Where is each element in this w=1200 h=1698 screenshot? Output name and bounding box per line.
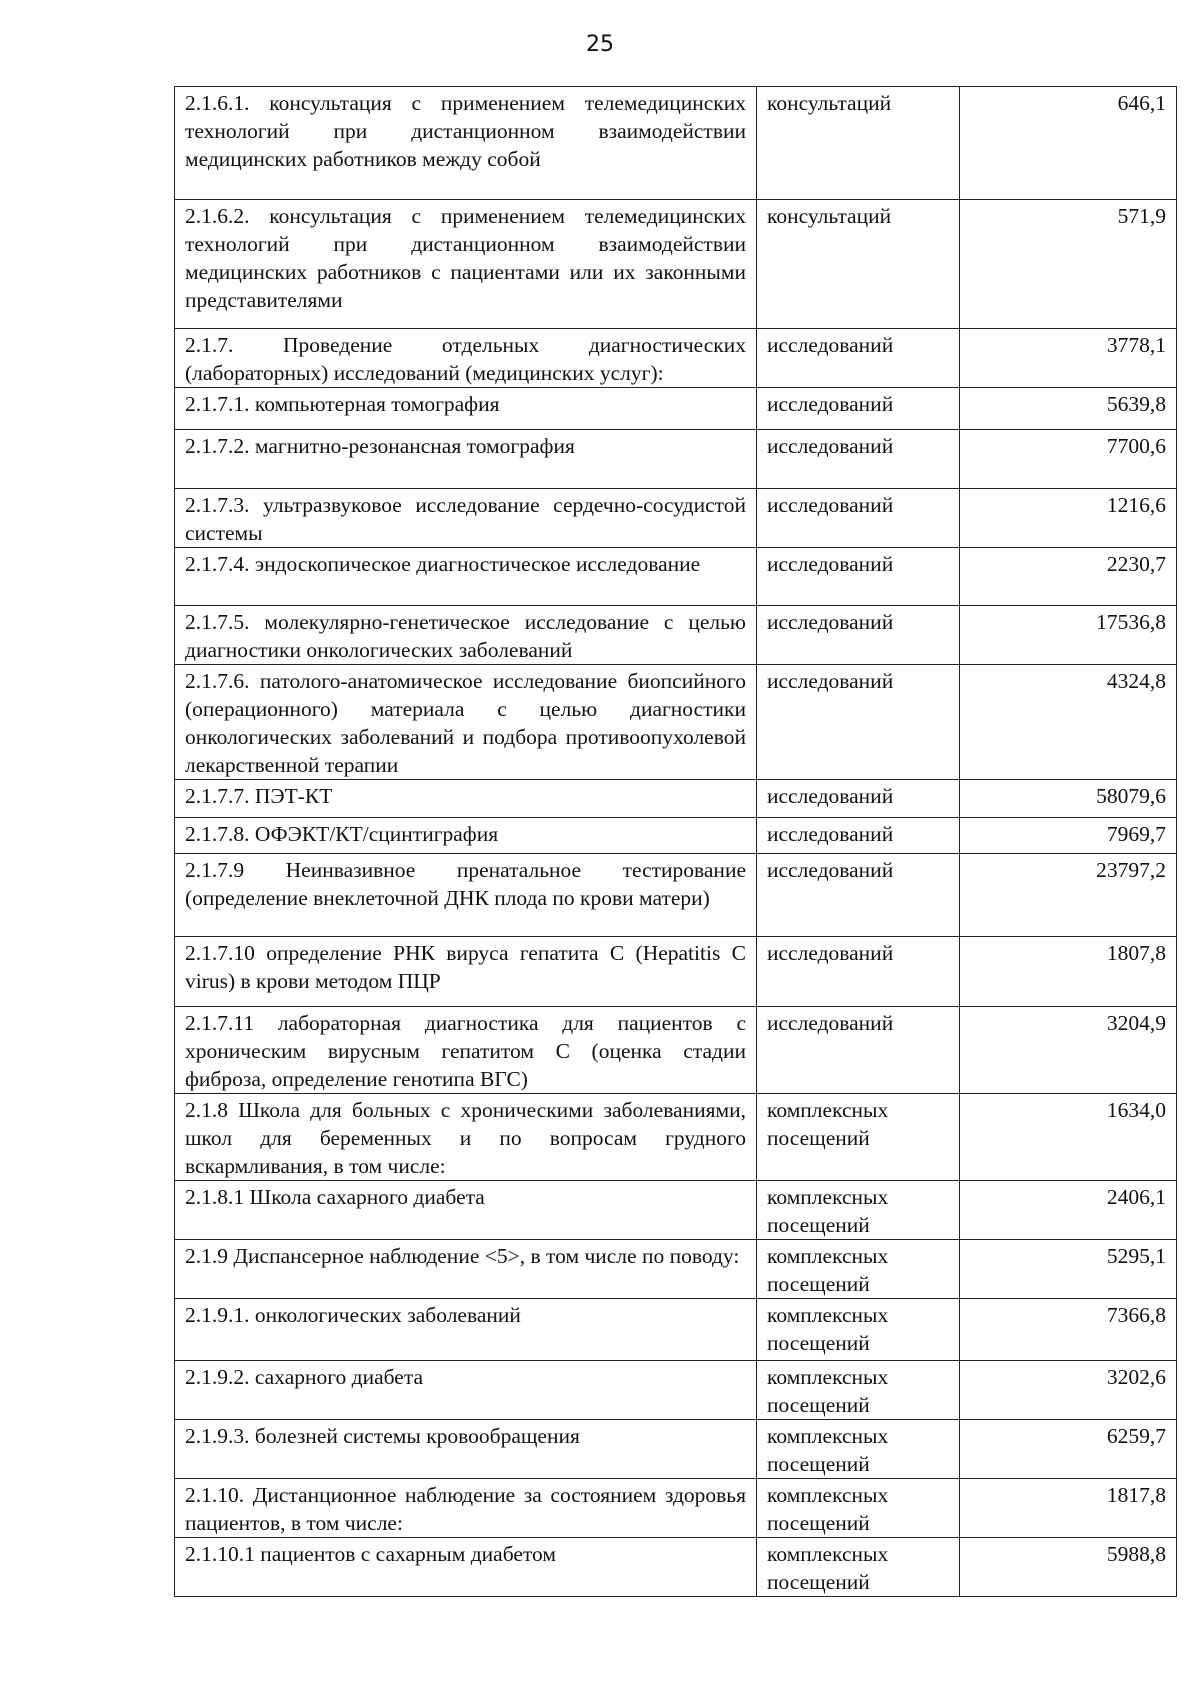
row-unit: исследований: [757, 606, 960, 665]
row-description: 2.1.10.1 пациентов с сахарным диабетом: [175, 1538, 757, 1597]
table-row: [175, 780, 1177, 818]
row-description: 2.1.7.11 лабораторная диагностика для пациентов с хроническим вирусным гепатитом С (оценка стадии фиброза, определение генотипа ВГС): [175, 1007, 757, 1094]
row-value: 3778,1: [960, 329, 1177, 388]
table-row: [175, 489, 1177, 548]
table-row: [175, 200, 1177, 329]
row-value: 5988,8: [960, 1538, 1177, 1597]
table-row: [175, 388, 1177, 430]
row-unit: исследований: [757, 329, 960, 388]
row-unit: комплексных посещений: [757, 1420, 960, 1479]
table-row: [175, 430, 1177, 489]
row-value: 5639,8: [960, 388, 1177, 430]
row-unit: исследований: [757, 1007, 960, 1094]
row-description: 2.1.8 Школа для больных с хроническими заболеваниями, школ для беременных и по вопросам грудного вскармливания, в том числе:: [175, 1094, 757, 1181]
row-description: 2.1.7.10 определение РНК вируса гепатита С (Hepatitis C virus) в крови методом ПЦР: [175, 937, 757, 1007]
row-value: 2406,1: [960, 1181, 1177, 1240]
table-row: [175, 1538, 1177, 1597]
row-value: 7969,7: [960, 818, 1177, 854]
row-unit: исследований: [757, 665, 960, 780]
table-row: [175, 548, 1177, 606]
row-unit: консультаций: [757, 87, 960, 200]
row-value: 5295,1: [960, 1240, 1177, 1299]
row-value: 7366,8: [960, 1299, 1177, 1361]
row-description: 2.1.7.6. патолого-анатомическое исследование биопсийного (операционного) материала с целью диагностики онкологических заболеваний и подбора противоопухолевой лекарственной терапии: [175, 665, 757, 780]
row-description: 2.1.9.2. сахарного диабета: [175, 1361, 757, 1420]
row-description: 2.1.10. Дистанционное наблюдение за состоянием здоровья пациентов, в том числе:: [175, 1479, 757, 1538]
row-value: 4324,8: [960, 665, 1177, 780]
table-row: [175, 854, 1177, 937]
row-description: 2.1.6.1. консультация с применением телемедицинских технологий при дистанционном взаимодействии медицинских работников между собой: [175, 87, 757, 200]
table-row: [175, 1094, 1177, 1181]
row-value: 58079,6: [960, 780, 1177, 818]
table-row: [175, 329, 1177, 388]
row-description: 2.1.7.9 Неинвазивное пренатальное тестирование (определение внеклеточной ДНК плода по крови матери): [175, 854, 757, 937]
row-value: 3202,6: [960, 1361, 1177, 1420]
table-row: [175, 1007, 1177, 1094]
row-unit: исследований: [757, 430, 960, 489]
row-description: 2.1.9.3. болезней системы кровообращения: [175, 1420, 757, 1479]
table-row: [175, 665, 1177, 780]
row-description: 2.1.7.5. молекулярно-генетическое исследование с целью диагностики онкологических заболеваний: [175, 606, 757, 665]
row-value: 2230,7: [960, 548, 1177, 606]
row-value: 1807,8: [960, 937, 1177, 1007]
table-row: [175, 1240, 1177, 1299]
row-unit: комплексных посещений: [757, 1240, 960, 1299]
row-value: 23797,2: [960, 854, 1177, 937]
row-value: 1216,6: [960, 489, 1177, 548]
row-value: 1634,0: [960, 1094, 1177, 1181]
row-description: 2.1.7.1. компьютерная томография: [175, 388, 757, 430]
table-row: [175, 937, 1177, 1007]
row-description: 2.1.7.4. эндоскопическое диагностическое исследование: [175, 548, 757, 606]
row-value: 646,1: [960, 87, 1177, 200]
row-value: 1817,8: [960, 1479, 1177, 1538]
row-description: 2.1.7.3. ультразвуковое исследование сердечно-сосудистой системы: [175, 489, 757, 548]
row-unit: исследований: [757, 388, 960, 430]
table-row: [175, 818, 1177, 854]
row-description: 2.1.7.2. магнитно-резонансная томография: [175, 430, 757, 489]
row-value: 17536,8: [960, 606, 1177, 665]
row-unit: комплексных посещений: [757, 1361, 960, 1420]
row-description: 2.1.7.7. ПЭТ-КТ: [175, 780, 757, 818]
row-value: 3204,9: [960, 1007, 1177, 1094]
table-row: [175, 1299, 1177, 1361]
row-description: 2.1.9.1. онкологических заболеваний: [175, 1299, 757, 1361]
row-unit: исследований: [757, 548, 960, 606]
page-number: 25: [586, 32, 614, 57]
table-row: [175, 1479, 1177, 1538]
row-unit: исследований: [757, 937, 960, 1007]
row-unit: исследований: [757, 780, 960, 818]
row-unit: консультаций: [757, 200, 960, 329]
row-unit: исследований: [757, 818, 960, 854]
row-value: 571,9: [960, 200, 1177, 329]
row-value: 7700,6: [960, 430, 1177, 489]
row-unit: исследований: [757, 489, 960, 548]
row-value: 6259,7: [960, 1420, 1177, 1479]
table-row: [175, 606, 1177, 665]
table-row: [175, 1420, 1177, 1479]
table-row: [175, 87, 1177, 200]
row-unit: комплексных посещений: [757, 1181, 960, 1240]
row-description: 2.1.6.2. консультация с применением телемедицинских технологий при дистанционном взаимодействии медицинских работников с пациентами или их законными представителями: [175, 200, 757, 329]
row-description: 2.1.9 Диспансерное наблюдение <5>, в том числе по поводу:: [175, 1240, 757, 1299]
row-unit: комплексных посещений: [757, 1094, 960, 1181]
row-description: 2.1.7.8. ОФЭКТ/КТ/сцинтиграфия: [175, 818, 757, 854]
row-unit: комплексных посещений: [757, 1538, 960, 1597]
row-description: 2.1.8.1 Школа сахарного диабета: [175, 1181, 757, 1240]
volume-norms-table: [174, 86, 1177, 1597]
row-unit: исследований: [757, 854, 960, 937]
row-unit: комплексных посещений: [757, 1479, 960, 1538]
table-row: [175, 1361, 1177, 1420]
table-row: [175, 1181, 1177, 1240]
row-unit: комплексных посещений: [757, 1299, 960, 1361]
row-description: 2.1.7. Проведение отдельных диагностических (лабораторных) исследований (медицинских услуг):: [175, 329, 757, 388]
